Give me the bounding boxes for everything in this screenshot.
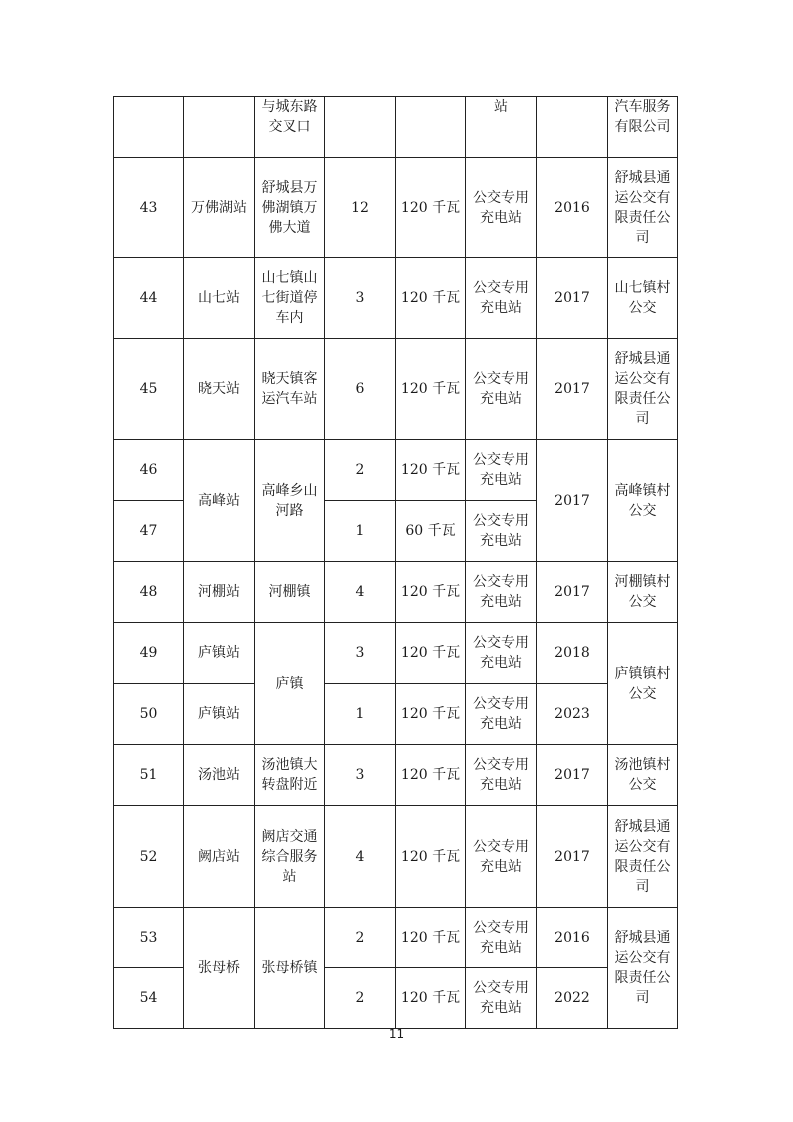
station-name-text: 汤池站	[198, 767, 240, 783]
cell-station-name	[184, 745, 255, 806]
cell-operator	[608, 745, 678, 806]
cell-station-name	[184, 562, 255, 623]
cell-count	[325, 97, 396, 158]
type-text: 公交专用充电站	[473, 280, 529, 316]
cell-type	[466, 258, 537, 339]
table-row	[114, 440, 678, 501]
station-name-text: 河棚站	[198, 584, 240, 600]
cell-station-name	[184, 258, 255, 339]
cell-location	[255, 908, 325, 1029]
cell-type	[466, 97, 537, 158]
station-name-text: 张母桥	[198, 960, 240, 976]
location-text: 与城东路交叉口	[261, 99, 318, 135]
type-text: 公交专用充电站	[473, 757, 529, 793]
cell-operator	[608, 623, 678, 745]
cell-station-name	[184, 97, 255, 158]
cell-year: 2023	[537, 684, 608, 745]
cell-count: 3	[325, 745, 396, 806]
operator-text: 舒城县通运公交有限责任公司	[614, 169, 671, 246]
cell-count: 1	[325, 501, 396, 562]
cell-operator	[608, 562, 678, 623]
cell-type	[466, 745, 537, 806]
table-row	[114, 97, 678, 158]
station-name-text: 高峰站	[198, 492, 240, 509]
cell-year: 2017	[537, 562, 608, 623]
operator-text: 舒城县通运公交有限责任公司	[614, 818, 671, 895]
operator-text: 河棚镇村公交	[614, 574, 671, 610]
cell-location	[255, 562, 325, 623]
cell-power: 120 千瓦	[396, 562, 466, 623]
cell-count: 1	[325, 684, 396, 745]
cell-year: 2022	[537, 968, 608, 1029]
cell-count: 6	[325, 339, 396, 440]
station-name-text: 庐镇站	[198, 645, 240, 661]
cell-number: 53	[114, 908, 184, 968]
cell-number: 50	[114, 684, 184, 745]
cell-count: 2	[325, 440, 396, 501]
cell-count: 2	[325, 968, 396, 1029]
cell-station-name	[184, 339, 255, 440]
operator-text: 舒城县通运公交有限责任公司	[614, 930, 671, 1006]
type-text: 公交专用充电站	[473, 696, 529, 732]
table-row	[114, 623, 678, 684]
cell-operator	[608, 158, 678, 258]
table-row	[114, 562, 678, 623]
location-text: 山七镇山七街道停车内	[261, 270, 318, 326]
cell-type	[466, 501, 537, 562]
type-text: 公交专用充电站	[473, 452, 529, 488]
cell-year: 2017	[537, 258, 608, 339]
cell-number: 51	[114, 745, 184, 806]
table-row	[114, 745, 678, 806]
type-text: 公交专用充电站	[473, 919, 529, 956]
cell-count: 12	[325, 158, 396, 258]
cell-location	[255, 806, 325, 908]
cell-year: 2017	[537, 440, 608, 562]
cell-count: 4	[325, 806, 396, 908]
cell-year: 2017	[537, 339, 608, 440]
cell-number: 48	[114, 562, 184, 623]
cell-location	[255, 258, 325, 339]
table-row	[114, 684, 678, 745]
operator-text: 汤池镇村公交	[614, 757, 671, 793]
location-text: 河棚镇	[268, 584, 311, 600]
cell-power: 60 千瓦	[396, 501, 466, 562]
location-text: 高峰乡山河路	[261, 482, 318, 519]
station-name-text: 山七站	[198, 290, 240, 306]
location-text: 庐镇	[275, 675, 304, 692]
station-name-text: 阙店站	[198, 848, 240, 865]
cell-number: 49	[114, 623, 184, 684]
cell-power	[396, 97, 466, 158]
cell-location	[255, 745, 325, 806]
cell-type	[466, 908, 537, 968]
table-row	[114, 806, 678, 908]
type-text: 公交专用充电站	[473, 371, 529, 407]
table-row	[114, 158, 678, 258]
cell-operator	[608, 97, 678, 158]
cell-location	[255, 97, 325, 158]
cell-type	[466, 806, 537, 908]
cell-power: 120 千瓦	[396, 806, 466, 908]
cell-year: 2016	[537, 158, 608, 258]
cell-count: 2	[325, 908, 396, 968]
location-text: 舒城县万佛湖镇万佛大道	[261, 179, 318, 236]
cell-count: 3	[325, 623, 396, 684]
cell-number: 45	[114, 339, 184, 440]
location-text: 汤池镇大转盘附近	[261, 757, 318, 793]
cell-power: 120 千瓦	[396, 968, 466, 1029]
cell-station-name	[184, 806, 255, 908]
cell-station-name	[184, 908, 255, 1029]
operator-text: 舒城县通运公交有限责任公司	[614, 351, 671, 427]
table-row	[114, 258, 678, 339]
cell-operator	[608, 806, 678, 908]
table-row	[114, 908, 678, 968]
cell-type	[466, 158, 537, 258]
type-text: 公交专用充电站	[473, 635, 529, 671]
cell-location	[255, 623, 325, 745]
operator-text: 庐镇镇村公交	[614, 665, 671, 702]
station-name-text: 庐镇站	[198, 706, 240, 722]
cell-year: 2017	[537, 806, 608, 908]
location-text: 阙店交通综合服务站	[261, 828, 318, 885]
cell-station-name	[184, 158, 255, 258]
cell-number: 54	[114, 968, 184, 1029]
cell-count: 3	[325, 258, 396, 339]
cell-number	[114, 97, 184, 158]
cell-year: 2017	[537, 745, 608, 806]
cell-number: 47	[114, 501, 184, 562]
cell-power: 120 千瓦	[396, 623, 466, 684]
cell-station-name	[184, 684, 255, 745]
cell-location	[255, 158, 325, 258]
cell-number: 44	[114, 258, 184, 339]
cell-year: 2018	[537, 623, 608, 684]
cell-type	[466, 684, 537, 745]
cell-type	[466, 562, 537, 623]
station-name-text: 万佛湖站	[191, 199, 247, 216]
cell-type	[466, 623, 537, 684]
type-text: 公交专用充电站	[473, 189, 529, 226]
cell-number: 43	[114, 158, 184, 258]
cell-year: 2016	[537, 908, 608, 968]
cell-year	[537, 97, 608, 158]
cell-number: 46	[114, 440, 184, 501]
operator-text: 汽车服务有限公司	[614, 99, 671, 135]
cell-power: 120 千瓦	[396, 908, 466, 968]
cell-type	[466, 440, 537, 501]
cell-location	[255, 339, 325, 440]
type-text: 公交专用充电站	[473, 513, 529, 549]
type-text: 公交专用充电站	[473, 574, 529, 610]
cell-power: 120 千瓦	[396, 158, 466, 258]
cell-count: 4	[325, 562, 396, 623]
table-row	[114, 339, 678, 440]
cell-operator	[608, 258, 678, 339]
cell-power: 120 千瓦	[396, 440, 466, 501]
page-number: 11	[388, 1027, 405, 1041]
cell-station-name	[184, 623, 255, 684]
cell-type	[466, 968, 537, 1029]
operator-text: 高峰镇村公交	[614, 482, 671, 519]
type-text: 站	[494, 99, 508, 115]
cell-power: 120 千瓦	[396, 684, 466, 745]
charging-station-table	[113, 96, 678, 1029]
station-name-text: 晓天站	[198, 381, 240, 397]
cell-station-name	[184, 440, 255, 562]
cell-type	[466, 339, 537, 440]
cell-operator	[608, 339, 678, 440]
cell-operator	[608, 440, 678, 562]
cell-power: 120 千瓦	[396, 745, 466, 806]
location-text: 晓天镇客运汽车站	[261, 371, 318, 407]
cell-location	[255, 440, 325, 562]
cell-power: 120 千瓦	[396, 258, 466, 339]
cell-number: 52	[114, 806, 184, 908]
operator-text: 山七镇村公交	[614, 280, 671, 316]
type-text: 公交专用充电站	[473, 838, 529, 875]
location-text: 张母桥镇	[261, 960, 318, 976]
type-text: 公交专用充电站	[473, 980, 529, 1016]
cell-power: 120 千瓦	[396, 339, 466, 440]
cell-operator	[608, 908, 678, 1029]
